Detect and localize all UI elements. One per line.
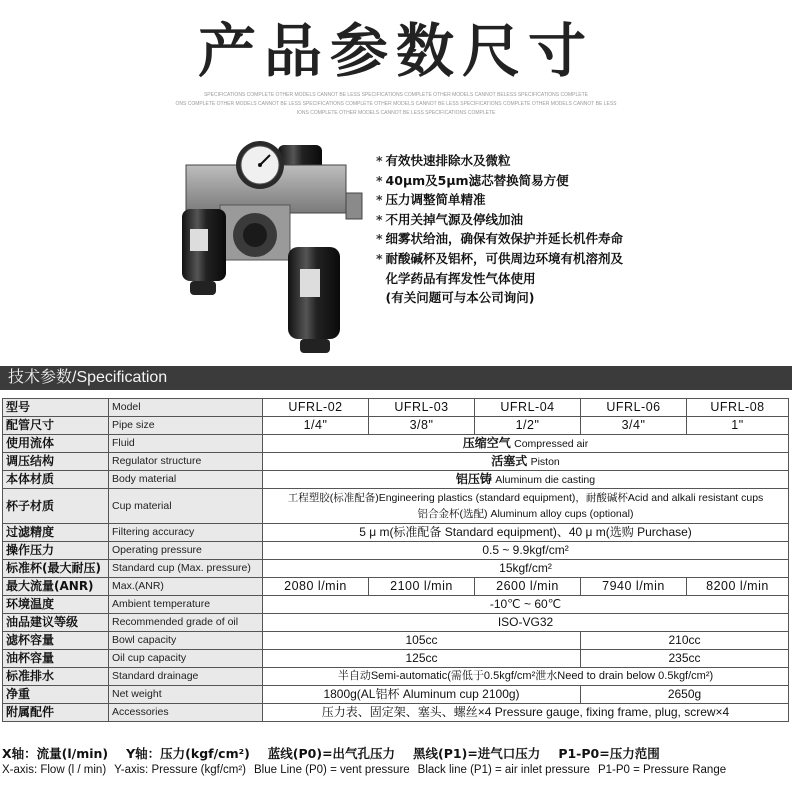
value-cell: 5 μ m(标准配备 Standard equipment)、40 μ m(选购 Purchase) (263, 524, 789, 542)
row-label-en: Ambient temperature (109, 596, 263, 614)
value-cell: 压缩空气 Compressed air (263, 435, 789, 453)
value-cell: 0.5 ~ 9.9kgf/cm² (263, 542, 789, 560)
value-cell: 压力表、固定架、塞头、螺丝×4 Pressure gauge, fixing frame, plug, screw×4 (263, 704, 789, 722)
row-label-en: Body material (109, 471, 263, 489)
feature-list (376, 151, 788, 308)
value-cell: 7940 l/min (581, 578, 687, 596)
row-label-en: Regulator structure (109, 453, 263, 471)
row-label-en: Standard cup (Max. pressure) (109, 560, 263, 578)
value-cell: 2600 l/min (475, 578, 581, 596)
table-row (3, 417, 789, 435)
table-row (3, 650, 789, 668)
row-label-en: Cup material (109, 489, 263, 524)
row-label-cn: 油杯容量 (3, 650, 109, 668)
table-row (3, 668, 789, 686)
value-cell: 铝压铸 Aluminum die casting (263, 471, 789, 489)
value-cell: 1/2" (475, 417, 581, 435)
page-title: 产品参数尺寸 (197, 17, 594, 85)
table-row (3, 489, 789, 524)
table-row (3, 560, 789, 578)
value-cell: 半自动Semi-automatic(需低于0.5kgf/cm²泄水Need to drain below 0.5kgf/cm²) (263, 668, 789, 686)
model-cell: UFRL-06 (581, 399, 687, 417)
spec-table (2, 398, 789, 722)
row-label-en: Net weight (109, 686, 263, 704)
table-row (3, 614, 789, 632)
model-cell: UFRL-08 (687, 399, 789, 417)
value-cell: 1" (687, 417, 789, 435)
model-cell: UFRL-03 (369, 399, 475, 417)
value-cell: 8200 l/min (687, 578, 789, 596)
row-label-en: Model (109, 399, 263, 417)
row-label-cn: 净重 (3, 686, 109, 704)
table-row (3, 578, 789, 596)
row-label-en: Bowl capacity (109, 632, 263, 650)
feature-item: * 耐酸碱杯及铝杯，可供周边环境有机溶剂及 (376, 250, 624, 266)
value-cell: ISO-VG32 (263, 614, 789, 632)
row-label-cn: 杯子材质 (3, 489, 109, 524)
feature-item: * 压力调整简单精准 (376, 192, 486, 208)
feature-item: * 不用关掉气源及停线加油 (376, 211, 524, 227)
value-cell: 210cc (581, 632, 789, 650)
table-row (3, 453, 789, 471)
spec-section-header: 技术参数/Specification (0, 366, 792, 390)
feature-item: * 有效快速排除水及微粒 (376, 153, 511, 168)
row-label-en: Pipe size (109, 417, 263, 435)
row-label-en: Max.(ANR) (109, 578, 263, 596)
row-label-cn: 油品建议等级 (3, 614, 109, 632)
row-label-en: Operating pressure (109, 542, 263, 560)
table-row (3, 632, 789, 650)
row-label-en: Recommended grade of oil (109, 614, 263, 632)
row-label-cn: 操作压力 (3, 542, 109, 560)
row-label-cn: 配管尺寸 (3, 417, 109, 435)
feature-item: (有关问题可与本公司询问) (385, 290, 535, 306)
row-label-en: Filtering accuracy (109, 524, 263, 542)
value-cell: 3/4" (581, 417, 687, 435)
value-cell: -10℃ ~ 60℃ (263, 596, 789, 614)
row-label-cn: 型号 (3, 399, 109, 417)
fineprint-line: SPECIFICATIONS COMPLETE OTHER MODELS CANNOT BE LESS SPECIFICATIONS COMPLETE OTHER MODELS CANNOT BELESS SPECIFICATIONS COMPLETE (203, 92, 589, 98)
feature-item: * 40μm及5μm滤芯替换简易方便 (376, 172, 569, 188)
feature-item: * 细雾状给油，确保有效保护并延长机件寿命 (376, 231, 624, 247)
table-row (3, 542, 789, 560)
value-cell: 2100 l/min (369, 578, 475, 596)
model-cell: UFRL-02 (263, 399, 369, 417)
row-label-cn: 最大流量(ANR) (3, 578, 109, 596)
row-label-cn: 过滤精度 (3, 524, 109, 542)
frl-unit-illustration (160, 135, 365, 360)
fineprint-line: ONS COMPLETE OTHER MODELS CANNOT BE LESS SPECIFICATIONS COMPLETE OTHER MODELS CANNOT BE LESS SPECIFICATIONS COMPLETE OTHER MODELS CANNOT BE LESS (175, 101, 617, 107)
table-row (3, 471, 789, 489)
value-cell: 125cc (263, 650, 581, 668)
row-label-en: Fluid (109, 435, 263, 453)
row-label-cn: 标准杯(最大耐压) (3, 560, 109, 578)
table-row (3, 686, 789, 704)
value-cell: 2080 l/min (263, 578, 369, 596)
model-cell: UFRL-04 (475, 399, 581, 417)
row-label-cn: 使用流体 (3, 435, 109, 453)
row-label-cn: 本体材质 (3, 471, 109, 489)
row-label-cn: 滤杯容量 (3, 632, 109, 650)
value-cell: 2650g (581, 686, 789, 704)
row-label-en: Oil cup capacity (109, 650, 263, 668)
value-cell: 15kgf/cm² (263, 560, 789, 578)
row-label-cn: 调压结构 (3, 453, 109, 471)
fineprint-line: IONS COMPLETE OTHER MODELS CANNOT BE LESS SPECIFICATIONS COMPLETE (296, 110, 496, 116)
value-cell: 3/8" (369, 417, 475, 435)
value-cell: 105cc (263, 632, 581, 650)
axis-legend-cn: X轴：流量(l/min) Y轴：压力(kgf/cm²) 蓝线(P0)=出气孔压力 黑线(P1)=进气口压力 P1-P0=压力范围 (2, 746, 660, 761)
value-cell: 1/4" (263, 417, 369, 435)
row-label-cn: 附属配件 (3, 704, 109, 722)
axis-legend-en: X-axis: Flow (l / min) Y-axis: Pressure (kgf/cm²) Blue Line (P0) = vent pressure Black line (P1) = air inlet pressure P1-P0 = Pressure Range (2, 764, 727, 776)
value-cell: 1800g(AL铝杯 Aluminum cup 2100g) (263, 686, 581, 704)
row-label-cn: 环境温度 (3, 596, 109, 614)
row-label-en: Standard drainage (109, 668, 263, 686)
table-row (3, 399, 789, 417)
table-row (3, 435, 789, 453)
row-label-cn: 标准排水 (3, 668, 109, 686)
value-cell: 235cc (581, 650, 789, 668)
table-row (3, 704, 789, 722)
table-row (3, 596, 789, 614)
value-cell: 活塞式 Piston (263, 453, 789, 471)
feature-item: 化学药品有挥发性气体使用 (385, 270, 536, 286)
row-label-en: Accessories (109, 704, 263, 722)
value-cell: 工程塑胶(标准配备)Engineering plastics (standard equipment)，耐酸碱杯Acid and alkali resistant cups 铝合金杯(选配) Aluminum alloy cups (optional) (263, 489, 789, 524)
table-row (3, 524, 789, 542)
